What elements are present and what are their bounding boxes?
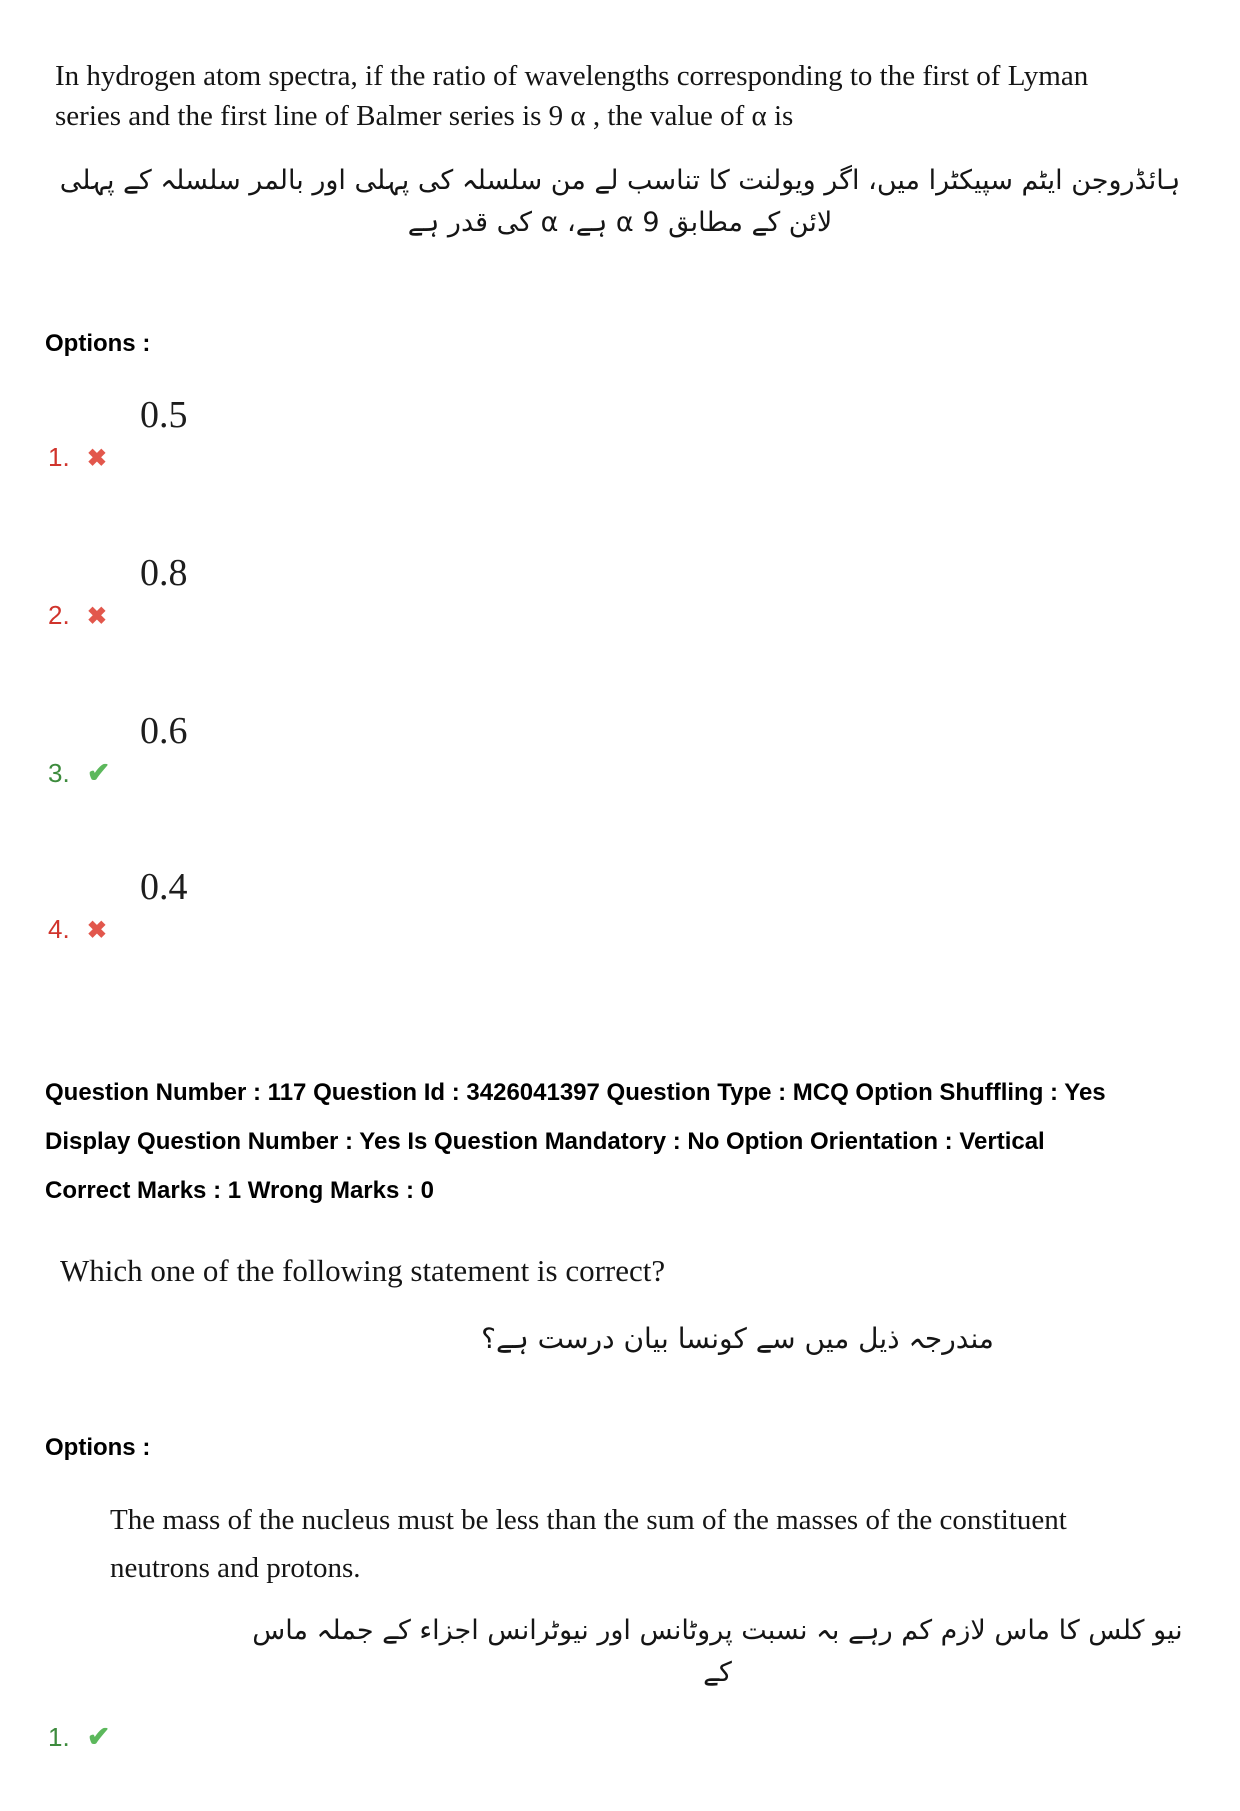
metadata-line-2: Display Question Number : Yes Is Question Mandatory : No Option Orientation : Vertical	[45, 1128, 1045, 1155]
question-117-block	[0, 1250, 1240, 1754]
cross-icon: ✖	[86, 603, 108, 630]
option-2-value: 0.8	[140, 552, 188, 594]
check-icon: ✔	[86, 757, 111, 788]
question-116-block	[0, 56, 1240, 948]
option-117-1-line-2: neutrons and protons.	[110, 1552, 361, 1584]
option-117-1-text-urdu: نیو کلس کا ماس لازم کم رہے بہ نسبت پروٹانس اور نیوٹرانس اجزاء کے جملہ ماس کے	[252, 1615, 1183, 1688]
option-1-number: 1.	[48, 442, 70, 472]
option-117-1-marker	[48, 1720, 1240, 1754]
cross-icon: ✖	[86, 917, 108, 944]
option-1-value: 0.5	[140, 394, 188, 436]
option-3-number: 3.	[48, 758, 70, 788]
metadata-line-3: Correct Marks : 1 Wrong Marks : 0	[45, 1177, 435, 1204]
option-117-1-line-1: The mass of the nucleus must be less than the sum of the masses of the constituent	[110, 1504, 1067, 1536]
option-117-1-number: 1.	[48, 1722, 70, 1752]
option-row-2	[0, 550, 1240, 634]
option-2-marker	[48, 598, 1240, 634]
question-116-text-english	[55, 56, 1200, 136]
options-heading-116: Options :	[45, 330, 151, 357]
question-117-text-urdu: مندرجہ ذیل میں سے کونسا بیان درست ہے؟	[481, 1322, 994, 1355]
question-116-text-urdu: ہائڈروجن ایٹم سپیکٹرا میں، اگر ویولنت کا تناسب لے من سلسلہ کی پہلی اور بالمر سلسلہ کے پہلی لائن کے مطابق 9 α ہے، α کی قدر ہے	[59, 165, 1181, 238]
option-2-number: 2.	[48, 600, 70, 630]
question-116-line-2: series and the first line of Balmer series is 9 α , the value of α is	[55, 100, 794, 132]
option-row-4	[0, 864, 1240, 948]
check-icon: ✔	[86, 1721, 111, 1752]
option-4-marker	[48, 912, 1240, 948]
option-4-value: 0.4	[140, 866, 188, 908]
question-116-line-1: In hydrogen atom spectra, if the ratio of wavelengths corresponding to the first of Lyman	[55, 60, 1089, 92]
options-list-117	[0, 1496, 1240, 1754]
option-row-1	[0, 392, 1240, 476]
option-3-value: 0.6	[140, 710, 188, 752]
options-list-116	[0, 392, 1240, 948]
cross-icon: ✖	[86, 445, 108, 472]
option-4-number: 4.	[48, 914, 70, 944]
option-1-marker	[48, 440, 1240, 476]
option-3-marker	[48, 756, 1240, 790]
options-heading-117: Options :	[45, 1434, 151, 1461]
option-row-117-1	[0, 1496, 1240, 1754]
option-117-1-text-english	[110, 1496, 1180, 1592]
question-117-metadata	[45, 1080, 1200, 1204]
question-117-text-english: Which one of the following statement is correct?	[60, 1253, 666, 1288]
question-paper-page	[0, 56, 1240, 1811]
option-row-3	[0, 708, 1240, 790]
metadata-line-1: Question Number : 117 Question Id : 3426041397 Question Type : MCQ Option Shuffling : Yes	[45, 1079, 1106, 1106]
